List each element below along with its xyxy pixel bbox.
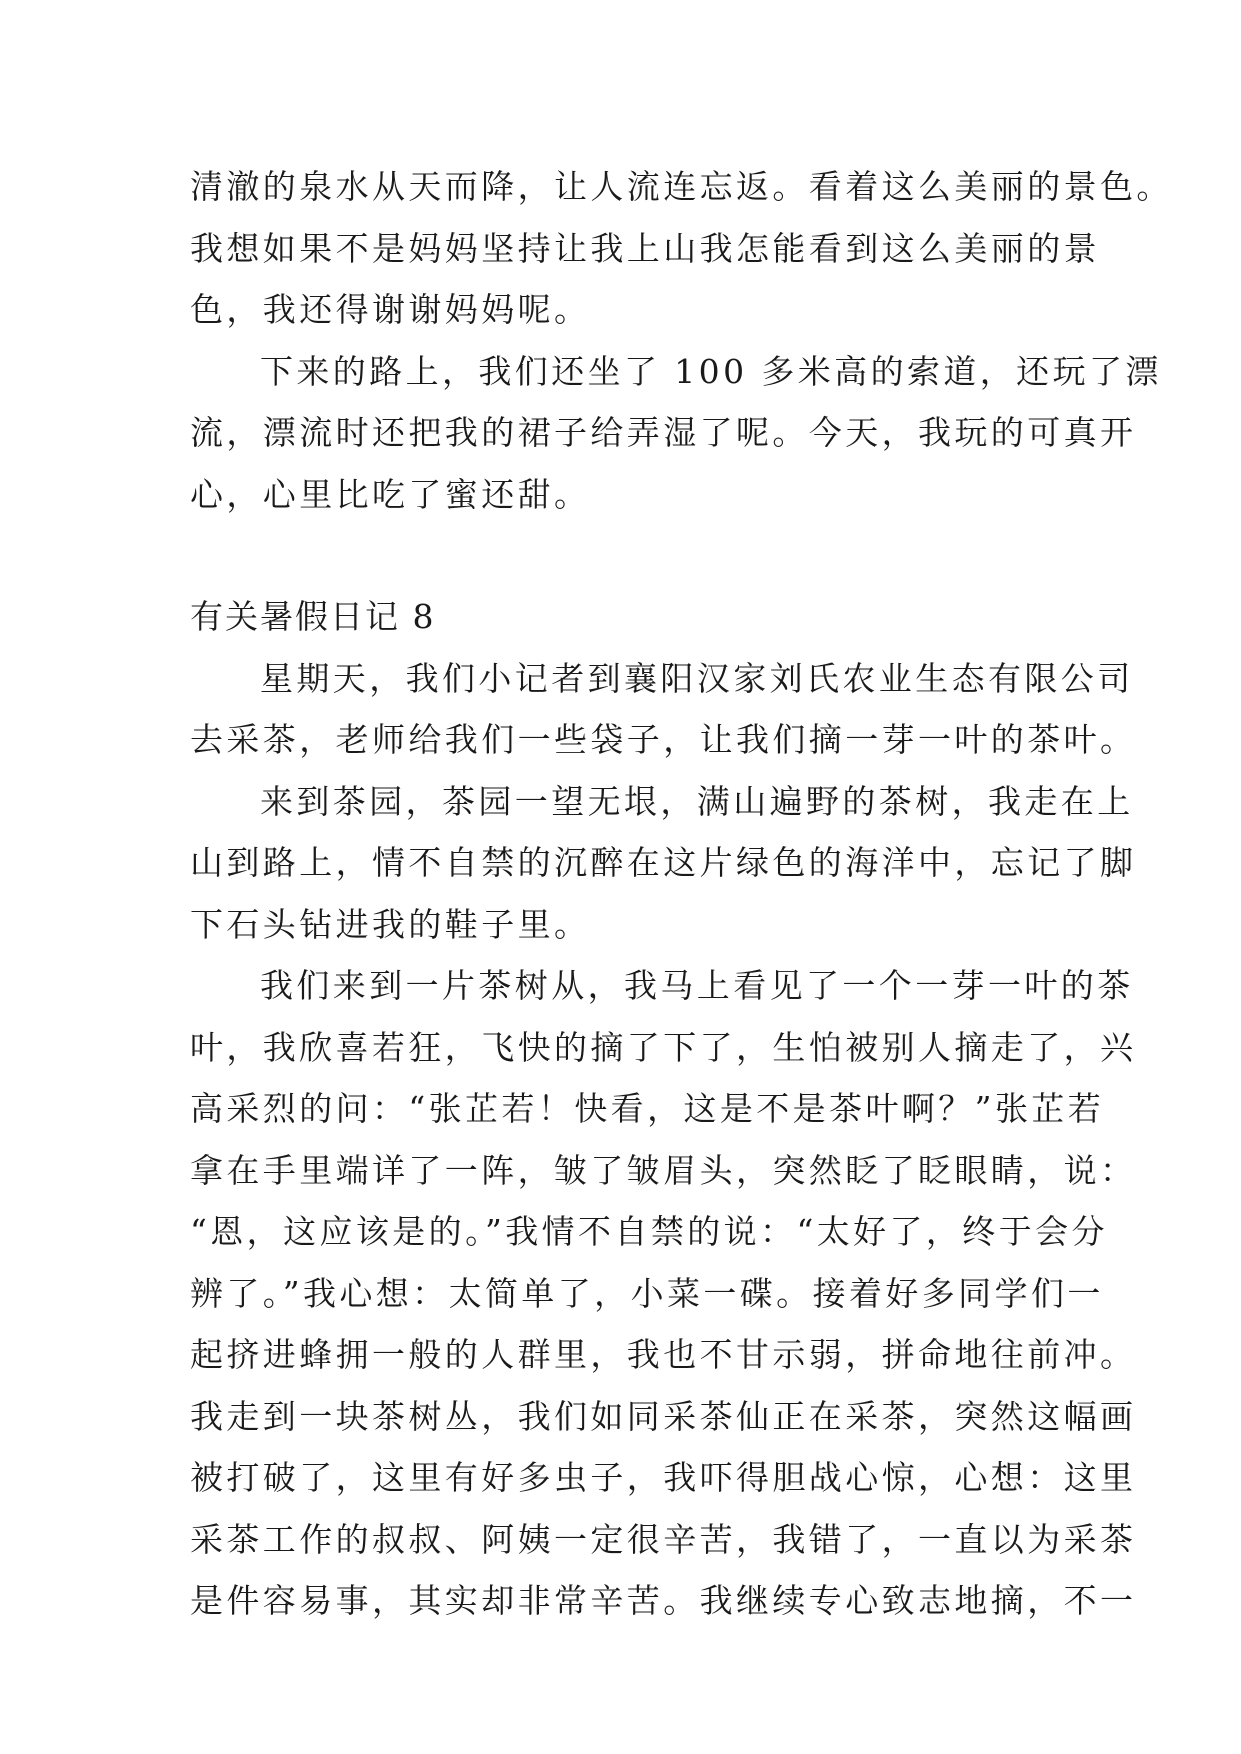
text-line: 星期天，我们小记者到襄阳汉家刘氏农业生态有限公司 xyxy=(260,658,1134,698)
text-line: 下来的路上，我们还坐了 100 多米高的索道，还玩了漂 xyxy=(260,351,1162,391)
paragraph xyxy=(190,771,1137,956)
text-line: 我走到一块茶树丛，我们如同采茶仙正在采茶，突然这幅画 xyxy=(190,1396,1137,1436)
text-line: 清澈的泉水从天而降，让人流连忘返。看着这么美丽的景色。 xyxy=(190,167,1173,206)
text-line: “恩，这应该是的。”我情不自禁的说：“太好了，终于会分 xyxy=(190,1212,1108,1251)
section-heading: 有关暑假日记 8 xyxy=(190,597,436,636)
text-line: 我们来到一片茶树从，我马上看见了一个一芽一叶的茶 xyxy=(260,966,1134,1005)
text-line: 辨了。”我心想：太简单了，小菜一碟。接着好多同学们一 xyxy=(190,1273,1104,1313)
text-line: 来到茶园，茶园一望无垠，满山遍野的茶树，我走在上 xyxy=(260,781,1134,821)
paragraph xyxy=(190,955,1137,1632)
text-line: 起挤进蜂拥一般的人群里，我也不甘示弱，拼命地往前冲。 xyxy=(190,1335,1137,1374)
paragraph xyxy=(190,648,1137,771)
text-line: 山到路上，情不自禁的沉醉在这片绿色的海洋中，忘记了脚 xyxy=(190,843,1137,882)
text-line: 去采茶，老师给我们一些袋子，让我们摘一芽一叶的茶叶。 xyxy=(190,720,1137,759)
text-line: 是件容易事，其实却非常辛苦。我继续专心致志地摘，不一 xyxy=(190,1581,1137,1620)
text-line: 叶，我欣喜若狂，飞快的摘了下了，生怕被别人摘走了，兴 xyxy=(190,1027,1137,1067)
paragraph xyxy=(190,341,1162,526)
text-line: 心，心里比吃了蜜还甜。 xyxy=(190,474,591,514)
text-line: 被打破了，这里有好多虫子，我吓得胆战心惊，心想：这里 xyxy=(190,1458,1137,1497)
document-body xyxy=(190,156,1173,1632)
text-line: 高采烈的问：“张芷若！快看，这是不是茶叶啊？”张芷若 xyxy=(190,1089,1105,1128)
section-spacer xyxy=(190,525,1070,586)
text-line: 拿在手里端详了一阵，皱了皱眉头，突然眨了眨眼睛，说： xyxy=(190,1150,1137,1190)
text-line: 我想如果不是妈妈坚持让我上山我怎能看到这么美丽的景 xyxy=(190,228,1100,268)
text-line: 流，漂流时还把我的裙子给弄湿了呢。今天，我玩的可真开 xyxy=(190,413,1137,452)
paragraph xyxy=(190,156,1173,341)
text-line: 色，我还得谢谢妈妈呢。 xyxy=(190,290,591,329)
text-line: 采茶工作的叔叔、阿姨一定很辛苦，我错了，一直以为采茶 xyxy=(190,1519,1137,1559)
text-line: 下石头钻进我的鞋子里。 xyxy=(190,904,591,944)
